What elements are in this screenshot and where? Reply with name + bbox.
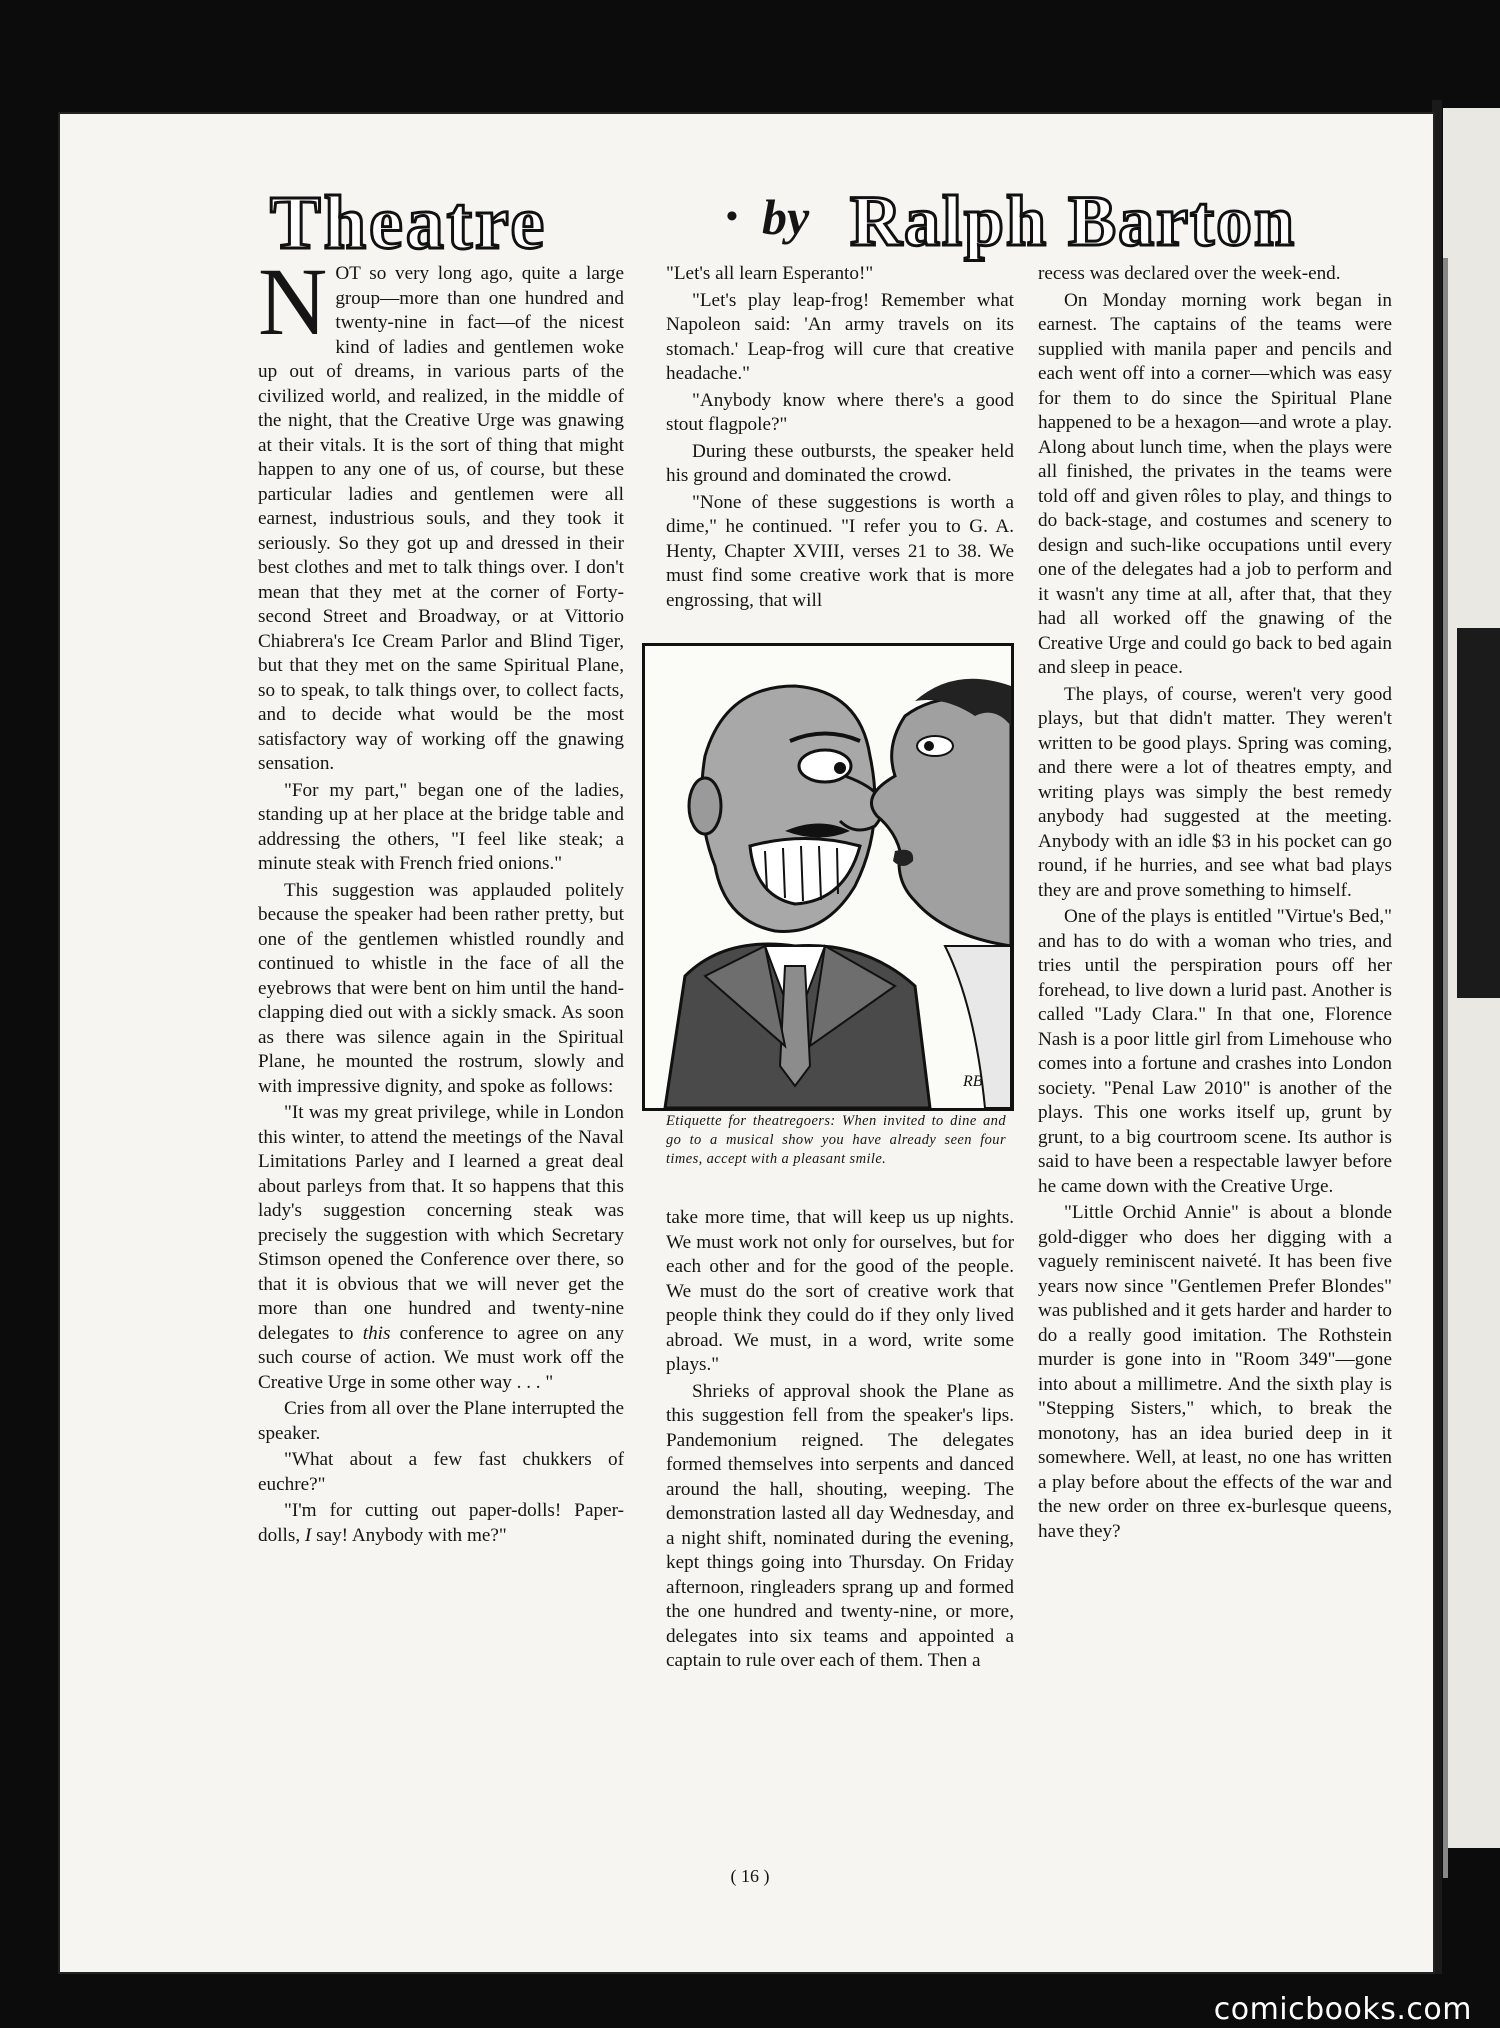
paragraph: During these outbursts, the speaker held his ground and dominated the crowd. bbox=[666, 440, 1014, 486]
column-1 bbox=[258, 248, 624, 1550]
paragraph: "Little Orchid Annie" is about a blonde gold-digger who does her digging with a vaguely reminiscent naiveté. It has been five years now since "Gentlemen Prefer Blondes" was published and it gets harder and harder to do a really good imitation. The Rothstein murder is gone into in "Room 349"—gone into about a millimetre. And the sixth play is "Stepping Sisters," which, to break the monotony, has an idea buried deep in it somewhere. Well, at least, no one has written a play before about the effects of the war and the new order on three ex-burlesque queens, have they? bbox=[1038, 1202, 1392, 1542]
paragraph: "For my part," began one of the ladies, standing up at her place at the bridge table and addressing the others, "I feel like steak; a minute steak with French fried onions." bbox=[258, 779, 624, 874]
lead-paragraph: NOT so very long ago, quite a large group—more than one hundred and twenty-nine in fact—of the nicest kind of ladies and gentlemen woke up out of dreams, in various parts of the civilized world, and realized, in the middle of the night, that the Creative Urge was gnawing at their vitals. It is the sort of thing that might happen to any one of us, of course, but these particular ladies and gentlemen were all earnest, industrious souls, and they took it seriously. So they got up and dressed in their best clothes and met to talk things over. I don't mean that they met at the corner of Forty-second Street and Broadway, or at Vittorio Chiabrera's Ice Cream Parlor and Blind Tiger, but that they met on the same Spiritual Plane, so to speak, to talk things over, to collect facts, and to decide what would be the most satisfactory way of working off the gnawing sensation. bbox=[258, 248, 624, 774]
paragraph: "Let's play leap-frog! Remember what Napoleon said: 'An army travels on its stomach.' Leap-frog will cure that creative headache." bbox=[666, 289, 1014, 384]
paragraph: Cries from all over the Plane interrupted the speaker. bbox=[258, 1398, 624, 1444]
column-3 bbox=[1038, 262, 1392, 1546]
headline-by: by bbox=[762, 189, 810, 245]
paragraph: Shrieks of approval shook the Plane as this suggestion fell from the speaker's lips. Pandemonium reigned. The delegates formed themselves into serpents and danced around the hall, shouting, weeping. The demonstration lasted all day Wednesday, and a night shift, nominated during the evening, kept things going into Thursday. On Friday afternoon, ringleaders sprang up and formed the one hundred and twenty-nine, or more, delegates into six teams and appointed a captain to rule over each of them. Then a bbox=[666, 1380, 1014, 1671]
paragraph: "I'm for cutting out paper-dolls! Paper-dolls, I say! Anybody with me?" bbox=[258, 1500, 624, 1546]
cartoon-signature: RB bbox=[963, 1073, 983, 1090]
headline-author: Ralph Barton bbox=[850, 181, 1297, 261]
headline-title: Theatre bbox=[270, 181, 548, 265]
headline bbox=[150, 180, 1380, 265]
paragraph: "What about a few fast chukkers of euchre?" bbox=[258, 1449, 624, 1495]
cartoon-caption: Etiquette for theatregoers: When invited to dine and go to a musical show you have already seen four times, accept with a pleasant smile. bbox=[666, 1113, 1006, 1167]
paragraph: This suggestion was applauded politely because the speaker had been rather pretty, but one of the gentlemen whistled roundly and continued to whistle in the face of all the eyebrows that were bent on him until the hand-clapping died out with a sickly smack. As soon as there was silence again in the Spiritual Plane, he mounted the rostrum, slowly and with impressive dignity, and spoke as follows: bbox=[258, 879, 624, 1097]
column-2-bottom bbox=[666, 1206, 1014, 1676]
cartoon-illustration bbox=[642, 643, 1014, 1111]
paragraph: On Monday morning work began in earnest. The captains of the teams were supplied with manila paper and pencils and each went off into a corner—which was easy for them to do since the Spiritual Plane happened to be a hexagon—and wrote a play. Along about lunch time, when the plays were all finished, the privates in the teams were told off and given rôles to play, and things to do back-stage, and costumes and scenery to design and such-like occupations until every one of the delegates had a job to perform and it wasn't any time at all, after that, that they had all worked off the gnawing of the Creative Urge and could go back to bed again and sleep in peace. bbox=[1038, 289, 1392, 678]
drop-cap: N bbox=[258, 248, 328, 355]
cartoon-drawing bbox=[645, 646, 1011, 1108]
paragraph: recess was declared over the week-end. bbox=[1038, 263, 1341, 284]
paragraph: "It was my great privilege, while in London this winter, to attend the meetings of the Naval Limitations Parley and I learned a great deal about parleys from that. It so happens that this lady's suggestion concerning steak was precisely the suggestion with which Secretary Stimson opened the Conference over there, so that it is obvious that we will never get the more than one hundred and twenty-nine delegates to this conference to agree on any such course of action. We must work off the Creative Urge in some other way . . . " bbox=[258, 1102, 624, 1393]
column-2-top bbox=[666, 262, 1014, 615]
paragraph: The plays, of course, weren't very good plays, but that didn't matter. They weren't written to be good plays. Spring was coming, and there were a lot of theatres empty, and writing plays was simply the best remedy anybody had suggested at the meeting. Anybody with an idle $3 in his pocket can go round, if he hurries, and see what bad plays they are and prove something to himself. bbox=[1038, 683, 1392, 901]
next-page-edge bbox=[1443, 108, 1500, 1848]
paragraph: "None of these suggestions is worth a dime," he continued. "I refer you to G. A. Henty, Chapter XVIII, verses 21 to 38. We must find some creative work that is more engrossing, that will bbox=[666, 491, 1014, 611]
watermark: comicbooks.com bbox=[1213, 1992, 1472, 2027]
paragraph: "Let's all learn Esperanto!" bbox=[666, 263, 874, 284]
page-number: ( 16 ) bbox=[730, 1866, 770, 1886]
headline-separator: • bbox=[726, 198, 738, 235]
paragraph: "Anybody know where there's a good stout flagpole?" bbox=[666, 389, 1014, 435]
paragraph: One of the plays is entitled "Virtue's Bed," and has to do with a woman who tries, and tries until the perspiration pours off her forehead, to live down a lurid past. Another is called "Lady Clara." In that one, Florence Nash is a poor little girl from Limehouse who comes into a fortune and crashes into London society. "Penal Law 2010" is another of the plays. This one works itself up, grunt by grunt, to a big courtroom scene. Its author is said to have been a respectable lawyer before he came down with the Creative Urge. bbox=[1038, 906, 1392, 1197]
paragraph: take more time, that will keep us up nights. We must work not only for ourselves, but for each other and for the good of the people. We must do the sort of creative work that people think they could do if they only lived abroad. We must, in a word, write some plays." bbox=[666, 1207, 1014, 1375]
